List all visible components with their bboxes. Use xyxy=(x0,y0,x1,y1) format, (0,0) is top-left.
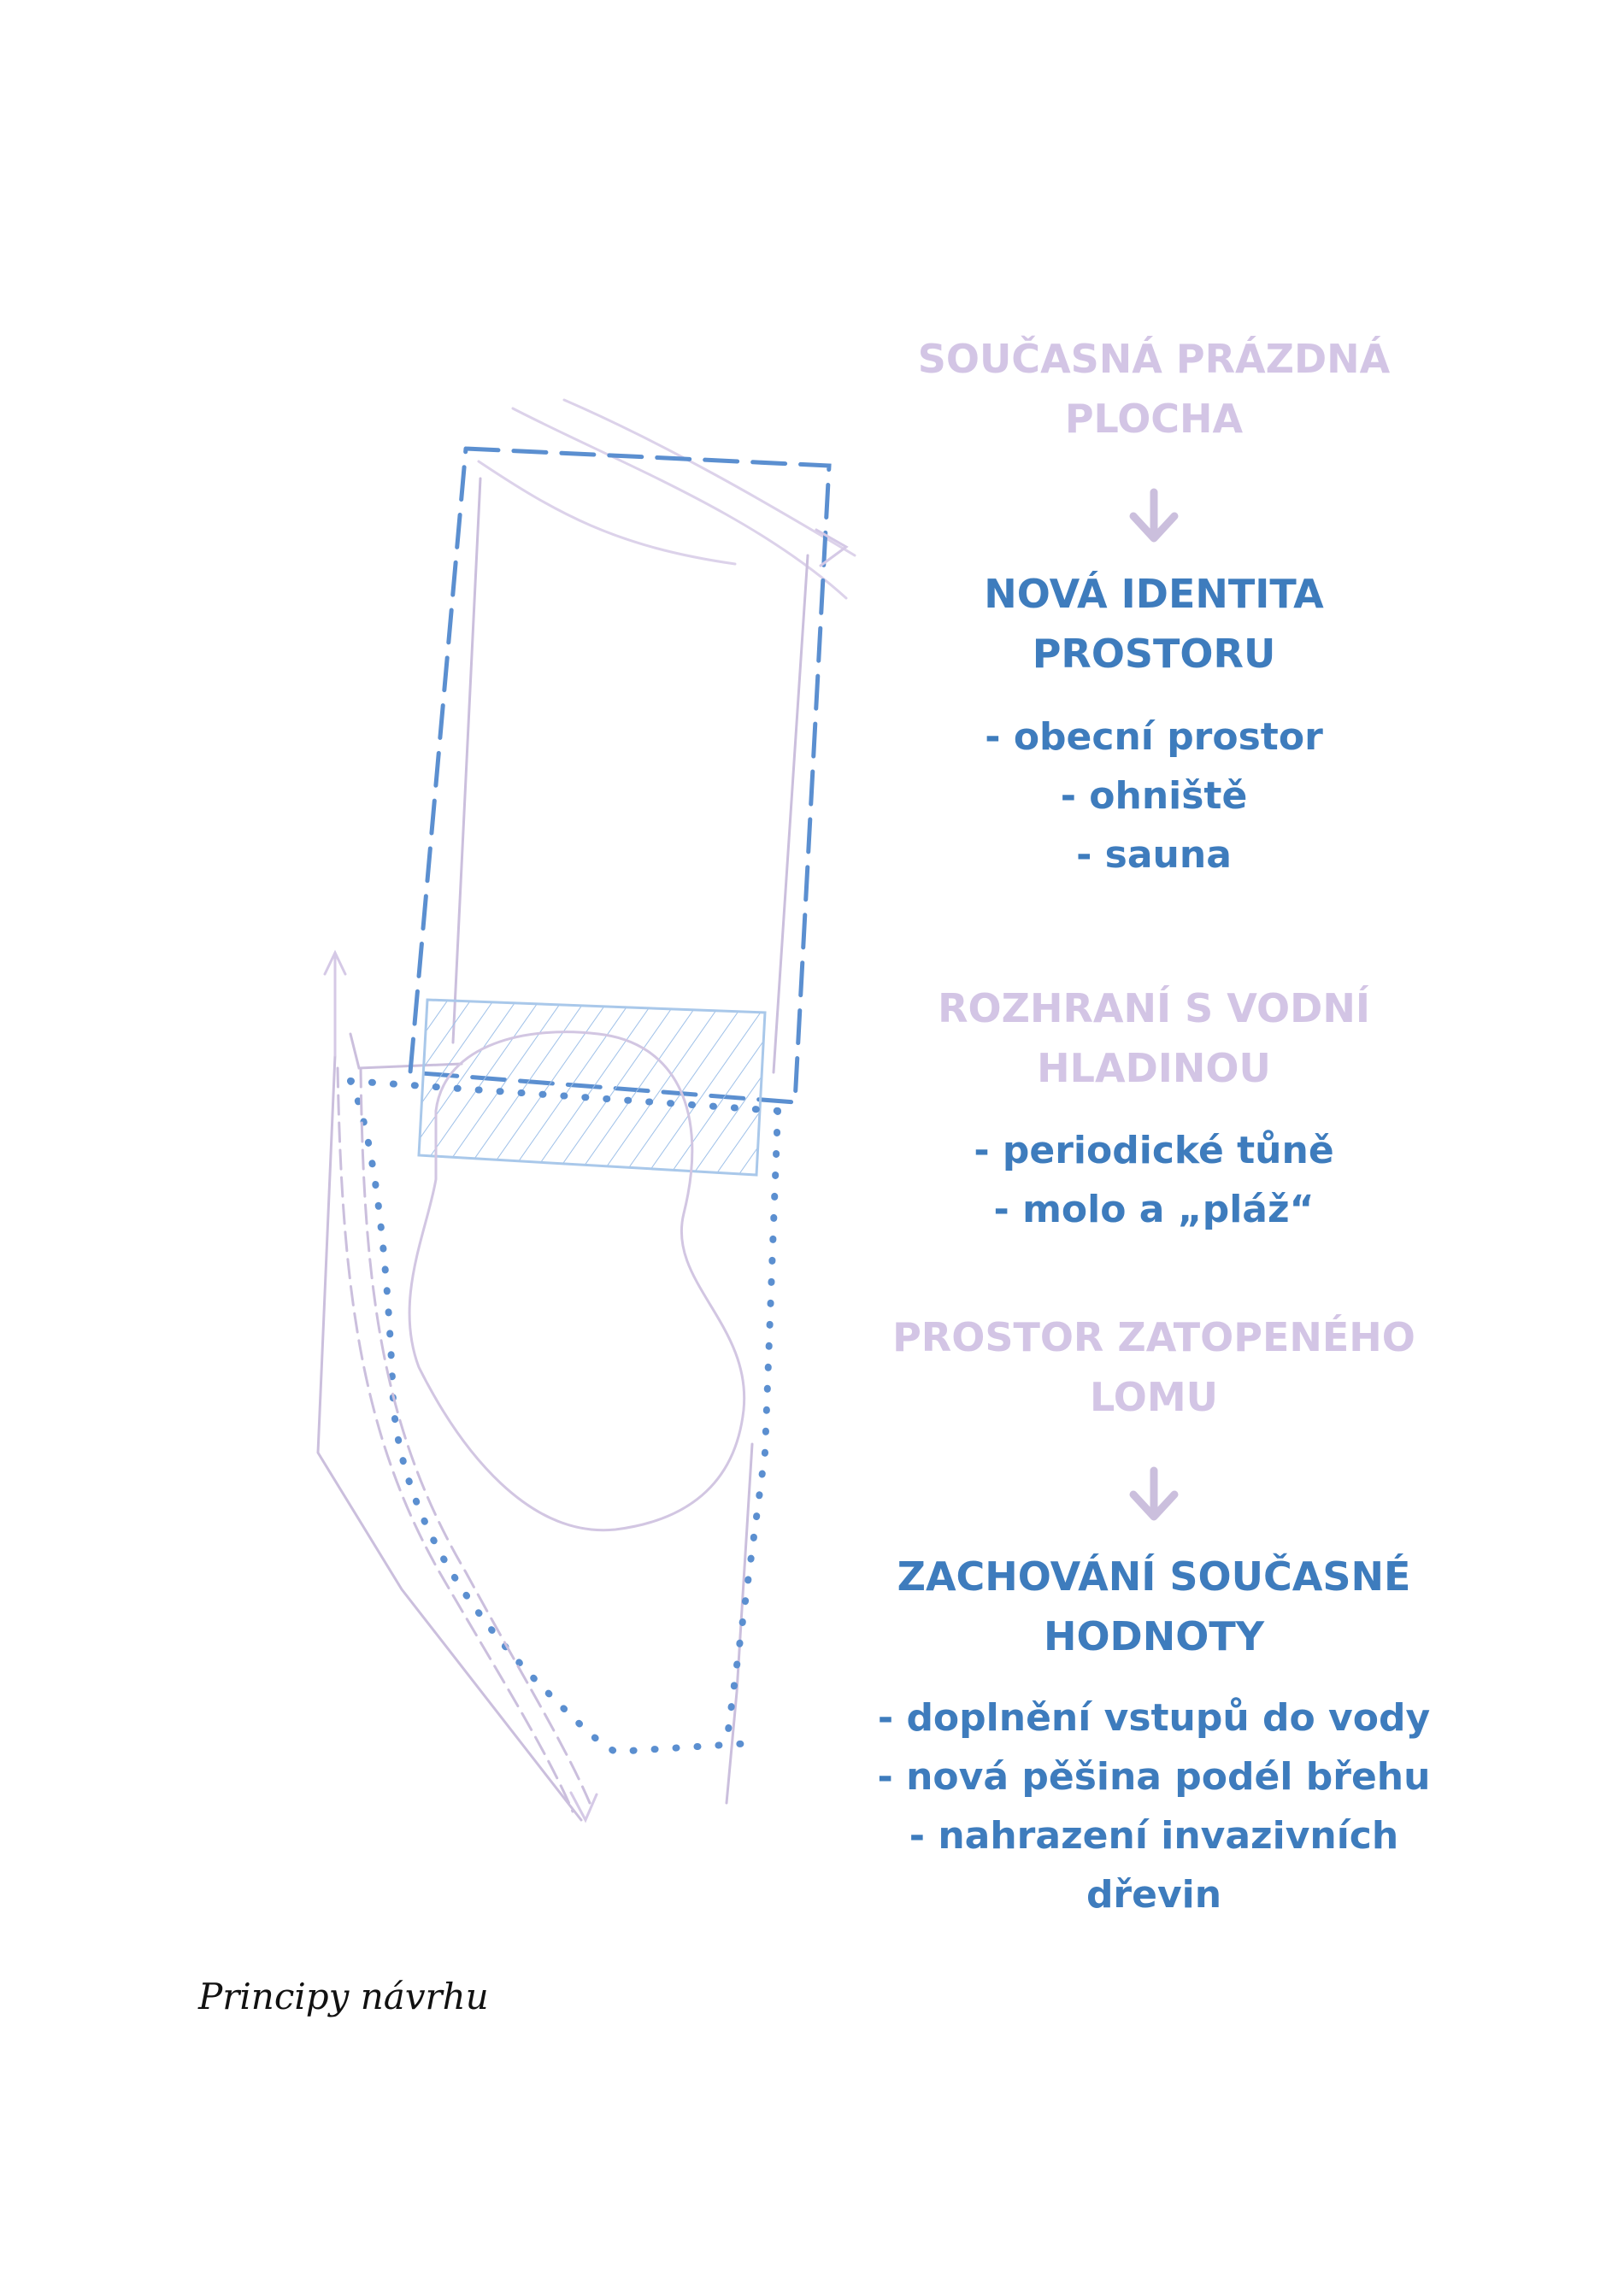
block-preserve xyxy=(838,1547,1470,1924)
direction-arrows xyxy=(325,530,846,1820)
list-item: - obecní prostor xyxy=(985,715,1323,759)
list-item: - ohniště xyxy=(1060,774,1248,818)
heading-line: LOMU xyxy=(1090,1374,1218,1420)
arrow-down-icon xyxy=(1120,487,1188,547)
shoreline-dotted xyxy=(350,1081,778,1752)
block-quarry xyxy=(838,1307,1470,1427)
heading-line: NOVÁ IDENTITA xyxy=(984,571,1324,617)
block-interface xyxy=(855,978,1453,1098)
heading-line: ZACHOVÁNÍ SOUČASNÉ xyxy=(897,1553,1411,1600)
list-item: - periodické tůně xyxy=(974,1129,1334,1172)
interface-band xyxy=(419,1000,765,1175)
road-lines xyxy=(479,400,855,598)
heading-line: ROZHRANÍ S VODNÍ xyxy=(938,985,1370,1031)
item-list xyxy=(855,708,1453,884)
arrow-down-icon xyxy=(1120,1465,1188,1525)
figure-caption: Principy návrhu xyxy=(198,1976,489,2017)
heading-line: HLADINOU xyxy=(1037,1045,1271,1091)
heading-line: SOUČASNÁ PRÁZDNÁ xyxy=(917,336,1391,382)
block-current-empty xyxy=(855,329,1453,449)
item-list xyxy=(855,1121,1453,1239)
list-item: - nahrazení invazivních xyxy=(909,1814,1399,1858)
block-new-identity xyxy=(855,564,1453,884)
heading-line: PLOCHA xyxy=(1064,396,1244,442)
list-item: - molo a „pláž“ xyxy=(993,1188,1315,1231)
heading-line: PROSTOR ZATOPENÉHO xyxy=(892,1314,1415,1360)
heading-line: PROSTORU xyxy=(1032,631,1276,677)
list-item: dřevin xyxy=(1086,1873,1222,1917)
heading-line: HODNOTY xyxy=(1043,1613,1265,1659)
block-interface-items xyxy=(855,1121,1453,1239)
list-item: - doplnění vstupů do vody xyxy=(877,1696,1431,1740)
list-item: - nová pěšina podél břehu xyxy=(877,1755,1431,1799)
item-list xyxy=(838,1688,1470,1924)
list-item: - sauna xyxy=(1076,833,1232,877)
